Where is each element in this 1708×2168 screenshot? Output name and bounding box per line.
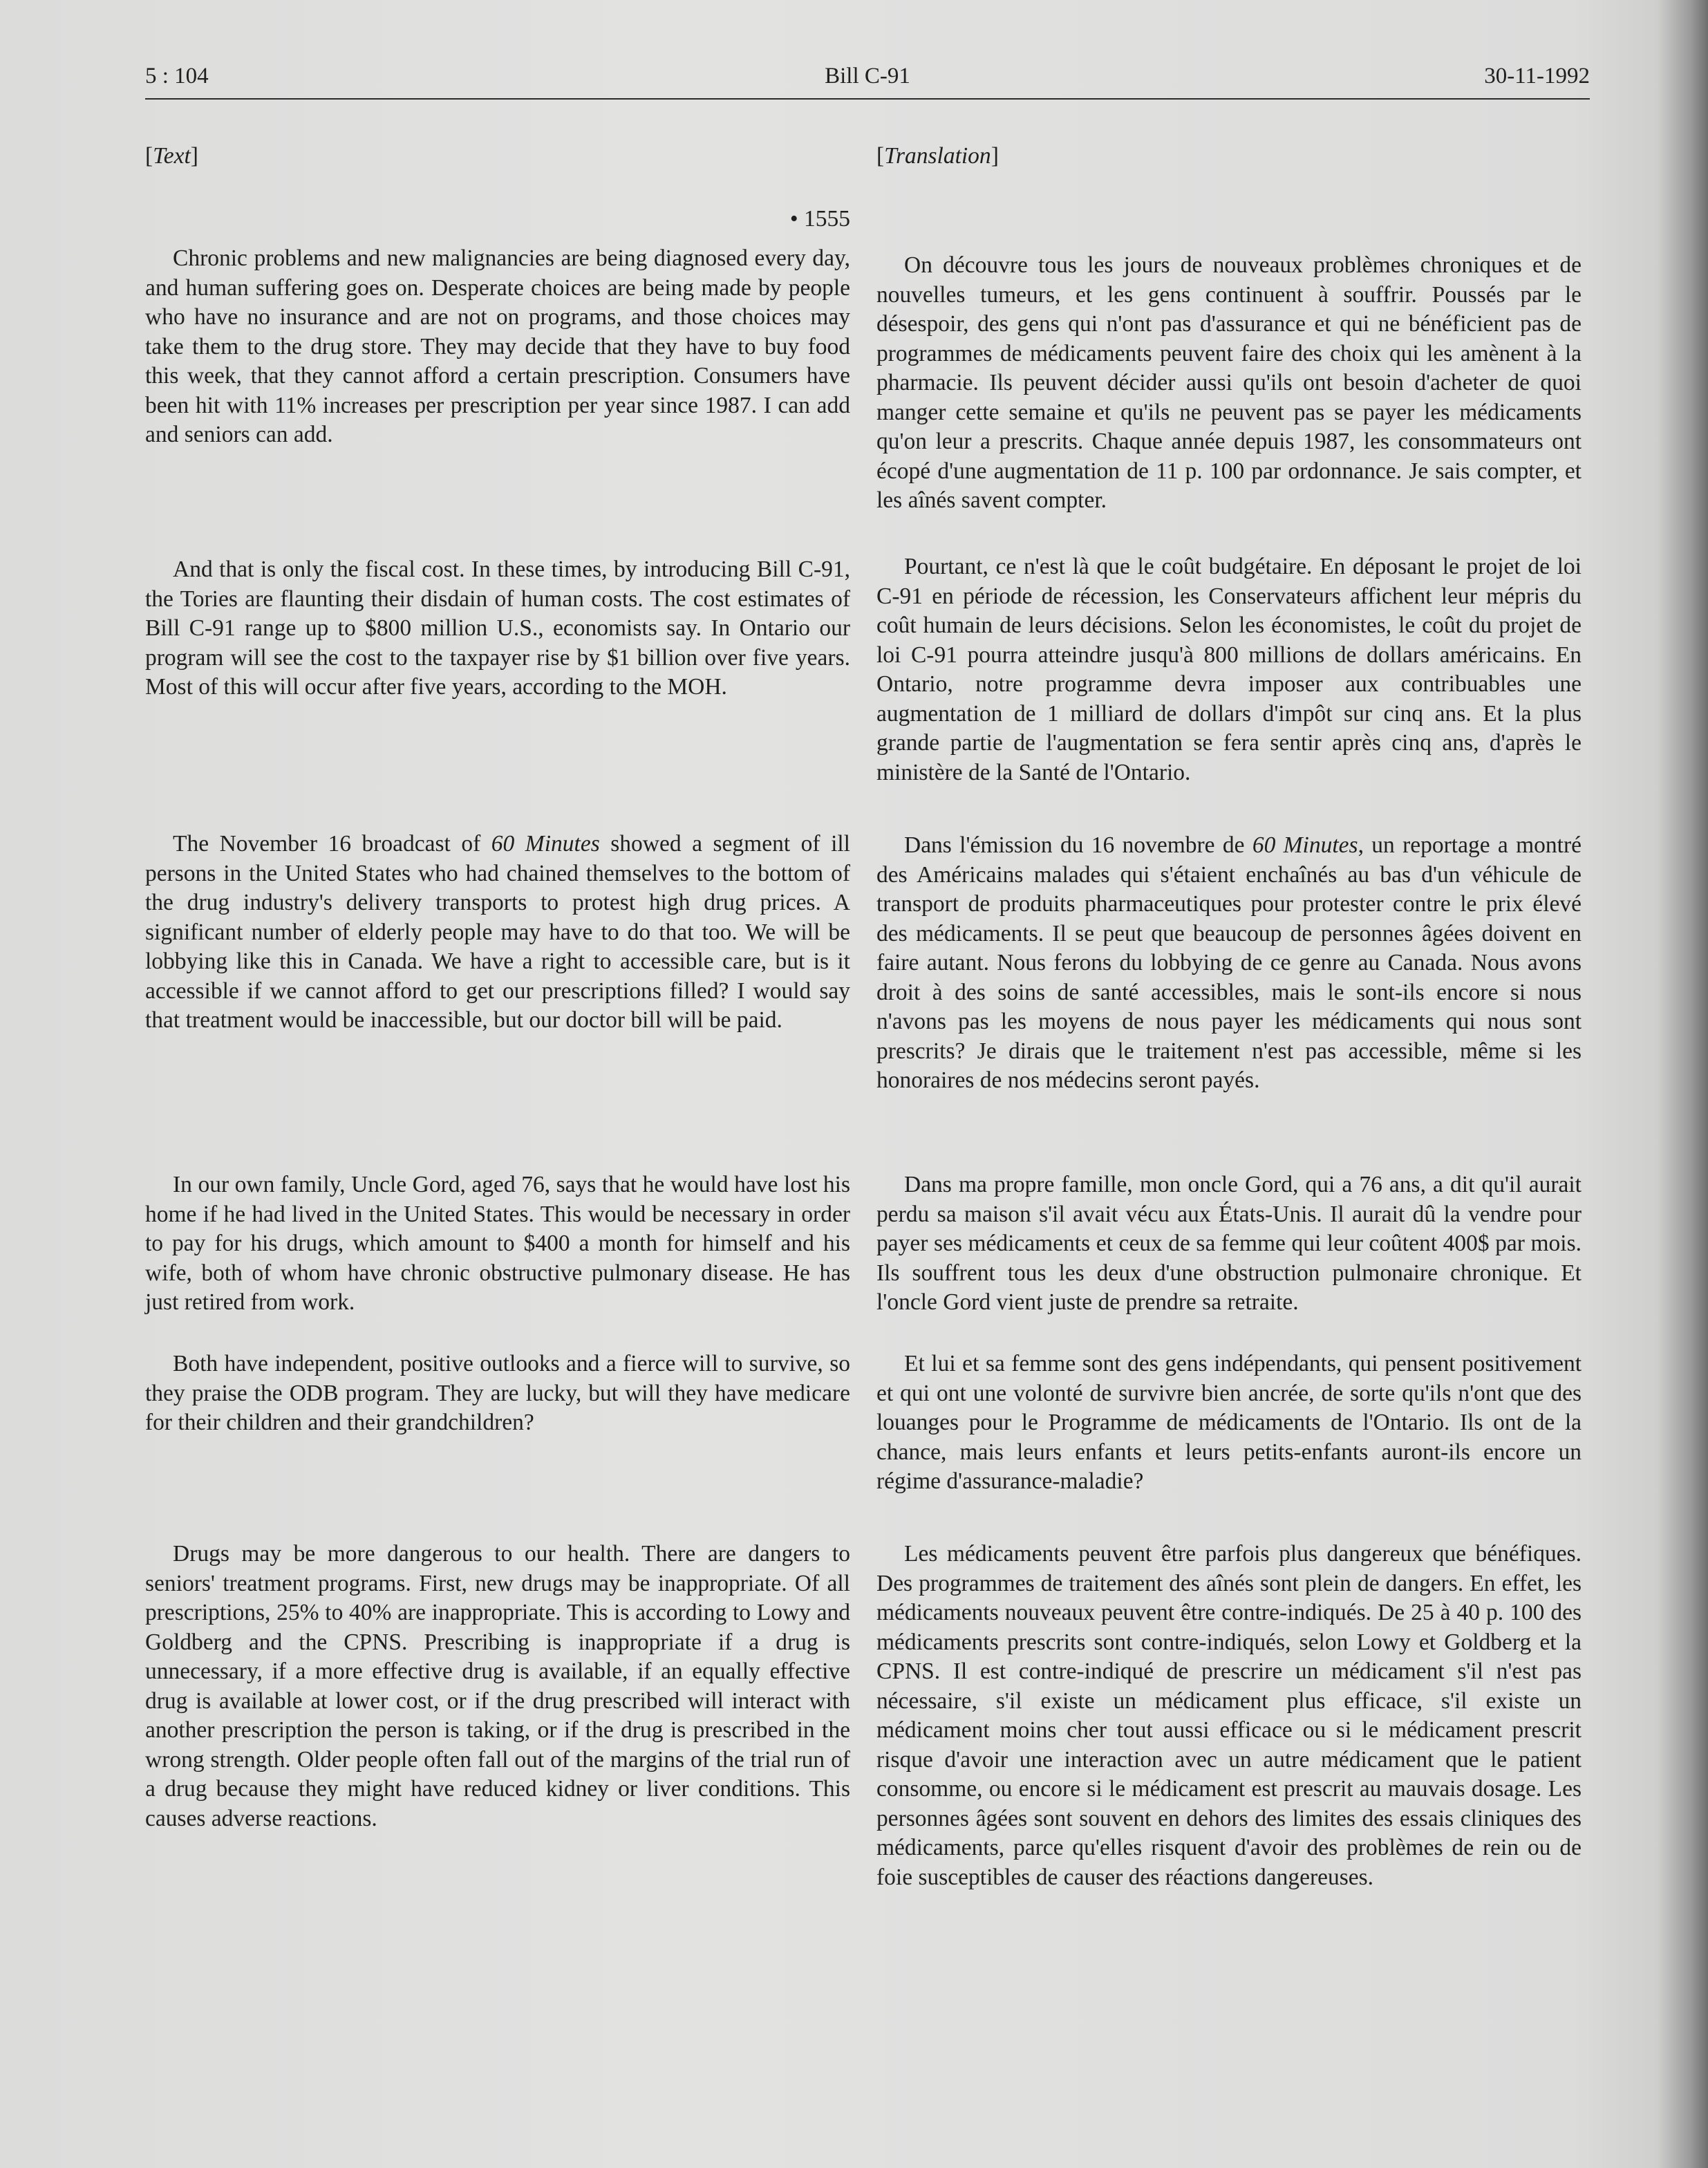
page-number: 5 : 104 [145, 64, 209, 88]
en-paragraph-5: Both have independent, positive outlooks and a fierce will to survive, so they praise the ODB program. They are lucky, but will they have medicare for their children and their grandchildren? [145, 1351, 850, 1435]
fr-paragraph-6: Les médicaments peuvent être parfois plus dangereux que bénéfiques. Des programmes de traitement des aînés sont plein de dangers. En effet, les médicaments nouveaux peuvent être contre-indiqués. De 25 à 40 p. 100 des médicaments prescrits sont contre-indiqués, selon Lowy et Goldberg et la CPNS. Il est contre-indiqué de prescrire un médicament s'il n'est pas nécessaire, s'il existe un médicament plus efficace, s'il existe un médicament moins cher tout aussi efficace ou si le médicament prescrit risque d'avoir une interaction avec un autre médicament que le patient consomme, ou encore si le médicament est prescrit au mauvais dosage. Les personnes âgées sont souvent en dehors des limites des essais cliniques des médicaments, parce qu'elles risquent d'avoir des problèmes de rein ou de foie susceptibles de causer des réactions dangereuses. [876, 1541, 1582, 1890]
fr-paragraph-3: Dans l'émission du 16 novembre de 60 Minutes, un reportage a montré des Américains malades qui s'étaient enchaînés au bas d'un véhicule de transport de produits pharmaceutiques pour protester contre le prix élevé des médicaments. Il se peut que beaucoup de personnes âgées doivent en faire autant. Nous ferons du lobbying de ce genre au Canada. Nous avons droit à des soins de santé accessibles, mais le sont-ils encore si nous n'avons pas les moyens de nous payer les médicaments qui nous sont prescrits? Je dirais que le traitement n'est pas accessible, même si les honoraires de nos médecins seront payés. [876, 832, 1582, 1093]
header-rule [145, 98, 1590, 100]
fr-paragraph-2: Pourtant, ce n'est là que le coût budgétaire. En déposant le projet de loi C-91 en période de récession, les Conservateurs affichent leur mépris du coût humain de leurs décisions. Selon les économistes, le coût du projet de loi C-91 pourra atteindre jusqu'à 800 millions de dollars américains. En Ontario, notre programme devra imposer aux contribuables une augmentation de 1 milliard de dollars d'impôt sur cinq ans. Et la plus grande partie de l'augmentation se fera sentir après cinq ans, d'après le ministère de la Santé de l'Ontario. [876, 554, 1582, 785]
english-column [145, 142, 850, 1831]
fr-paragraph-5: Et lui et sa femme sont des gens indépendants, qui pensent positivement et qui ont une volonté de survivre bien ancrée, de sorte qu'ils n'ont que des louanges pour le Programme de médicaments de l'Ontario. Ils ont de la chance, mais leurs enfants et leurs petits-enfants auront-ils encore un régime d'assurance-maladie? [876, 1351, 1582, 1494]
fr-paragraph-1: On découvre tous les jours de nouveaux problèmes chroniques et de nouvelles tumeurs, et les gens continuent à souffrir. Poussés par le désespoir, des gens qui n'ont pas d'assurance et qui ne bénéficient pas de programmes de médicaments peuvent faire des choix qui les amènent à la pharmacie. Ils peuvent décider aussi qu'ils ont besoin d'acheter de quoi manger cette semaine et qu'ils ne peuvent pas se payer les médicaments qu'on leur a prescrits. Chaque année depuis 1987, les consommateurs ont écopé d'une augmentation de 11 p. 100 par ordonnance. Je sais compter, et les aînés savent compter. [876, 252, 1582, 513]
french-column [876, 142, 1582, 1890]
en-paragraph-6: Drugs may be more dangerous to our health. There are dangers to seniors' treatment programs. First, new drugs may be inappropriate. Of all prescriptions, 25% to 40% are inappropriate. This is according to Lowy and Goldberg and the CPNS. Prescribing is inappropriate if a drug is unnecessary, if a more effective drug is available, if an equally effective drug is available at lower cost, or if the drug prescribed will interact with another prescription the person is taking, or if the drug is prescribed in the wrong strength. Older people often fall out of the margins of the trial run of a drug because they might have reduced kidney or liver conditions. This causes adverse reactions. [145, 1541, 850, 1831]
text-label: [Text] [145, 143, 198, 169]
translation-label: [Translation] [876, 143, 999, 169]
en-paragraph-4: In our own family, Uncle Gord, aged 76, says that he would have lost his home if he had lived in the United States. This would be necessary in order to pay for his drugs, which amount to $400 a month for himself and his wife, both of whom have chronic obstructive pulmonary disease. He has just retired from work. [145, 1172, 850, 1315]
header-date: 30-11-1992 [1484, 64, 1590, 88]
en-paragraph-1: Chronic problems and new malignancies are being diagnosed every day, and human suffering goes on. Desperate choices are being made by people who have no insurance and are not on programs, and those choices may take them to the drug store. They may decide that they have to buy food this week, that they cannot afford a certain prescription. Consumers have been hit with 11% increases per prescription per year since 1987. I can add and seniors can add. [145, 245, 850, 447]
fr-paragraph-4: Dans ma propre famille, mon oncle Gord, qui a 76 ans, a dit qu'il aurait perdu sa maison s'il avait vécu aux États-Unis. Il aurait dû la vendre pour payer ses médicaments et ceux de sa femme qui leur coûtent 400$ par mois. Ils souffrent tous les deux d'une obstruction pulmonaire chronique. Et l'oncle Gord vient juste de prendre sa retraite. [876, 1172, 1582, 1315]
timestamp: • 1555 [789, 206, 850, 232]
en-paragraph-2: And that is only the fiscal cost. In these times, by introducing Bill C-91, the Tories are flaunting their disdain of human costs. The cost estimates of Bill C-91 range up to $800 million U.S., economists say. In Ontario our program will see the cost to the taxpayer rise by $1 billion over five years. Most of this will occur after five years, according to the MOH. [145, 557, 850, 700]
en-paragraph-3: The November 16 broadcast of 60 Minutes showed a segment of ill persons in the United States who had chained themselves to the bottom of the drug industry's delivery transports to protest high drug prices. A significant number of elderly people may have to do that too. We will be lobbying like this in Canada. We have a right to accessible care, but is it accessible if we cannot afford to get our prescriptions filled? I would say that treatment would be inaccessible, but our doctor bill will be paid. [145, 831, 850, 1033]
bill-title: Bill C-91 [825, 64, 910, 88]
page-header [145, 64, 1590, 98]
